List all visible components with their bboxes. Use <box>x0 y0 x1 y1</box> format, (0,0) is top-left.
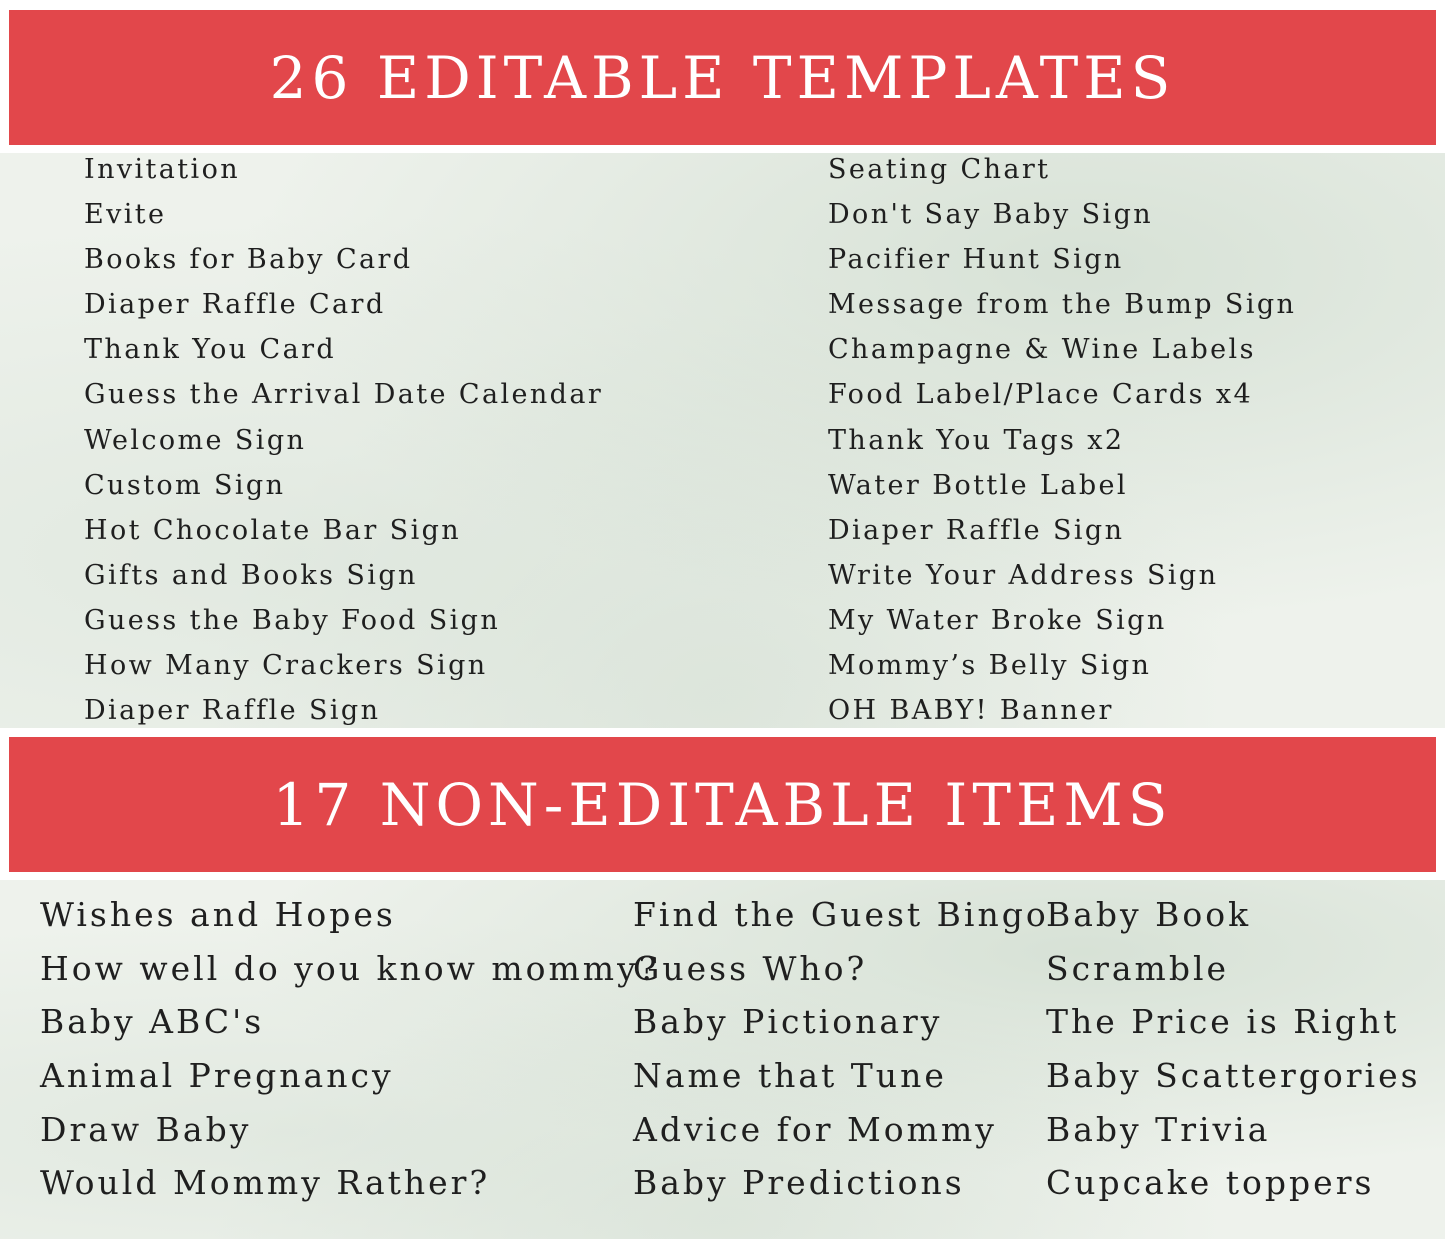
list-item: OH BABY! Banner <box>828 695 1114 727</box>
list-item: Pacifier Hunt Sign <box>828 244 1124 276</box>
list-item: Cupcake toppers <box>1046 1163 1375 1203</box>
non-editable-list-col1 <box>40 888 659 1210</box>
list-item: Guess Who? <box>633 948 868 988</box>
non-editable-list-col3 <box>1046 888 1421 1210</box>
list-item: Diaper Raffle Sign <box>828 514 1125 546</box>
editable-templates-title: 26 EDITABLE TEMPLATES <box>269 43 1176 112</box>
list-item: Thank You Tags x2 <box>828 424 1125 456</box>
list-item: Gifts and Books Sign <box>84 559 418 591</box>
list-item: Seating Chart <box>828 154 1051 185</box>
non-editable-items-panel <box>0 880 1445 1239</box>
list-item: Custom Sign <box>84 469 286 501</box>
list-item: Would Mommy Rather? <box>40 1163 491 1203</box>
list-item: My Water Broke Sign <box>828 604 1167 636</box>
list-item: Welcome Sign <box>84 424 307 456</box>
list-item: Mommy’s Belly Sign <box>828 650 1152 682</box>
list-item: Wishes and Hopes <box>40 895 396 934</box>
list-item: Baby Pictionary <box>633 1002 943 1042</box>
list-item: How Many Crackers Sign <box>84 650 488 682</box>
list-item: Food Label/Place Cards x4 <box>828 379 1254 411</box>
list-item: Advice for Mommy <box>633 1109 997 1149</box>
list-item: Baby Book <box>1046 895 1252 934</box>
editable-templates-panel <box>0 153 1445 728</box>
editable-list-right <box>828 147 1296 733</box>
editable-templates-banner <box>9 10 1436 145</box>
list-item: Guess the Baby Food Sign <box>84 604 501 636</box>
list-item: Animal Pregnancy <box>40 1056 394 1096</box>
list-item: Baby Predictions <box>633 1163 965 1203</box>
list-item: Draw Baby <box>40 1109 252 1149</box>
list-item: Guess the Arrival Date Calendar <box>84 379 604 411</box>
list-item: Thank You Card <box>84 334 337 366</box>
non-editable-items-banner <box>9 737 1436 872</box>
list-item: Diaper Raffle Card <box>84 289 386 321</box>
list-item: Champagne & Wine Labels <box>828 334 1256 366</box>
list-item: How well do you know mommy? <box>40 948 660 988</box>
list-item: Books for Baby Card <box>84 244 413 276</box>
list-item: Message from the Bump Sign <box>828 289 1297 321</box>
list-item: Diaper Raffle Sign <box>84 695 381 727</box>
non-editable-items-title: 17 NON-EDITABLE ITEMS <box>272 770 1173 839</box>
editable-list-left <box>84 147 603 733</box>
list-item: Scramble <box>1046 948 1230 988</box>
list-item: Invitation <box>84 154 241 185</box>
list-item: Baby Trivia <box>1046 1109 1271 1149</box>
list-item: Baby ABC's <box>40 1002 265 1042</box>
list-item: Baby Scattergories <box>1046 1056 1421 1096</box>
list-item: Name that Tune <box>633 1056 947 1096</box>
list-item: The Price is Right <box>1046 1002 1400 1042</box>
non-editable-list-col2 <box>633 888 1049 1210</box>
list-item: Hot Chocolate Bar Sign <box>84 514 462 546</box>
list-item: Write Your Address Sign <box>828 559 1219 591</box>
list-item: Water Bottle Label <box>828 469 1128 501</box>
list-item: Find the Guest Bingo <box>633 895 1049 934</box>
list-item: Evite <box>84 199 167 231</box>
list-item: Don't Say Baby Sign <box>828 199 1154 231</box>
